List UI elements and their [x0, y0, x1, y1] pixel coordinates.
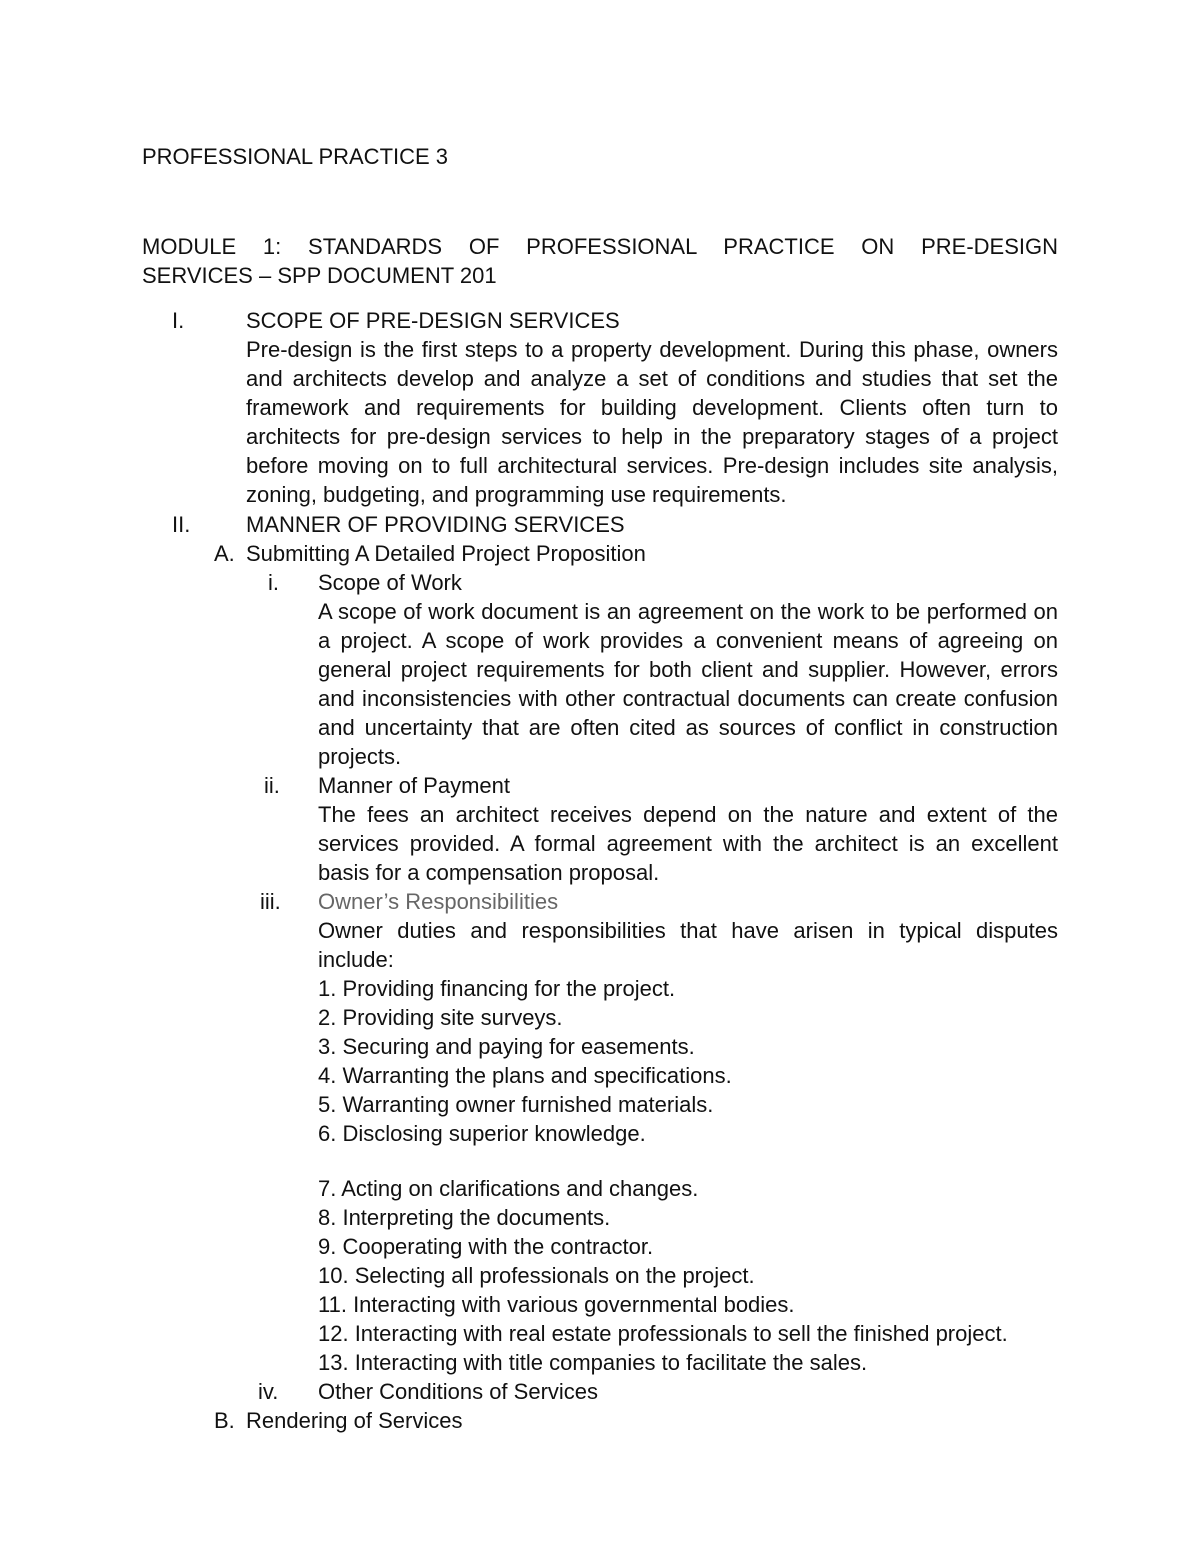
responsibilities-list-b: [318, 1174, 1058, 1377]
document-title: PROFESSIONAL PRACTICE 3: [142, 144, 449, 169]
section-2-heading: MANNER OF PROVIDING SERVICES: [246, 512, 625, 537]
list-item: 12. Interacting with real estate professionals to sell the finished project.: [318, 1321, 1008, 1346]
letter-b-marker: B.: [214, 1408, 235, 1433]
list-item: 1. Providing financing for the project.: [318, 976, 676, 1001]
subitem-ii: [246, 771, 1058, 887]
subitem-iv: [246, 1377, 1058, 1406]
list-item: 8. Interpreting the documents.: [318, 1205, 611, 1230]
letter-a-heading: Submitting A Detailed Project Proposition: [246, 541, 646, 566]
list-item: 7. Acting on clarifications and changes.: [318, 1176, 699, 1201]
subitem-i-numeral: i.: [268, 570, 279, 595]
list-item: 10. Selecting all professionals on the project.: [318, 1263, 755, 1288]
subitem-i-heading: Scope of Work: [318, 570, 462, 595]
list-item: 5. Warranting owner furnished materials.: [318, 1092, 714, 1117]
section-1-heading: SCOPE OF PRE-DESIGN SERVICES: [246, 308, 620, 333]
module-title-line-1: MODULE 1: STANDARDS OF PROFESSIONAL PRACTICE ON PRE-DESIGN: [142, 234, 1058, 259]
section-2: [142, 510, 1058, 1435]
module-title: [142, 232, 1058, 290]
section-1-body: Pre-design is the first steps to a property development. During this phase, owners and architects develop and analyze a set of conditions and studies that set the framework and requirements for building development. Clients often turn to architects for pre-design services to help in the preparatory stages of a project before moving on to full architectural services. Pre-design includes site analysis, zoning, budgeting, and programming use requirements.: [246, 337, 1058, 507]
section-2-numeral: II.: [172, 512, 191, 537]
subitem-iii-heading: Owner’s Responsibilities: [318, 889, 559, 914]
responsibilities-list-a: [318, 974, 1058, 1148]
subitem-i: [246, 568, 1058, 771]
subitem-ii-heading: Manner of Payment: [318, 773, 510, 798]
list-item: 11. Interacting with various governmental bodies.: [318, 1292, 795, 1317]
list-item: 6. Disclosing superior knowledge.: [318, 1121, 646, 1146]
list-item: 3. Securing and paying for easements.: [318, 1034, 695, 1059]
list-item: 9. Cooperating with the contractor.: [318, 1234, 654, 1259]
letter-a-marker: A.: [214, 541, 235, 566]
module-title-line-2: SERVICES – SPP DOCUMENT 201: [142, 263, 497, 288]
subitem-iii-body: Owner duties and responsibilities that have arisen in typical disputes include:: [318, 918, 1058, 972]
lettered-item-a: [142, 539, 1058, 1406]
section-1-numeral: I.: [172, 308, 185, 333]
subitem-ii-body: The fees an architect receives depend on the nature and extent of the services provided. A formal agreement with the architect is an excellent basis for a compensation proposal.: [318, 802, 1058, 885]
list-item: 4. Warranting the plans and specifications.: [318, 1063, 732, 1088]
subitem-i-body: A scope of work document is an agreement on the work to be performed on a project. A scope of work provides a convenient means of agreeing on general project requirements for both client and supplier. However, errors and inconsistencies with other contractual documents can create confusion and uncertainty that are often cited as sources of conflict in construction projects.: [318, 599, 1058, 769]
section-1: [142, 306, 1058, 509]
subitem-iv-numeral: iv.: [258, 1379, 279, 1404]
list-item: 13. Interacting with title companies to facilitate the sales.: [318, 1350, 868, 1375]
subitem-iii-numeral: iii.: [260, 889, 281, 914]
list-gap: [318, 1148, 1058, 1174]
list-item: 2. Providing site surveys.: [318, 1005, 563, 1030]
subitem-iv-heading: Other Conditions of Services: [318, 1379, 599, 1404]
subitem-ii-numeral: ii.: [264, 773, 280, 798]
lettered-item-b: [142, 1406, 1058, 1435]
letter-b-heading: Rendering of Services: [246, 1408, 463, 1433]
subitem-iii: [246, 887, 1058, 1377]
